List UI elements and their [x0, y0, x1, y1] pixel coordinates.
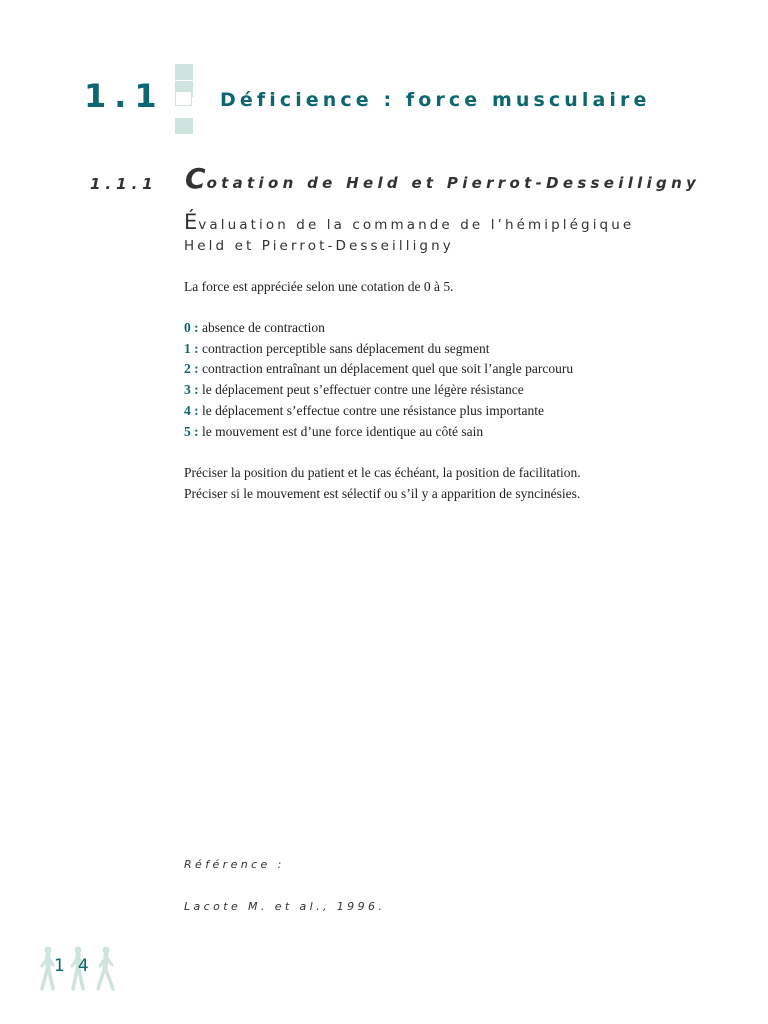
- page-number: 14: [54, 956, 102, 976]
- note-line: Préciser la position du patient et le cas échéant, la position de facilitation.: [184, 465, 581, 480]
- decorative-square: [175, 64, 193, 80]
- scale-level: 1 :: [184, 340, 199, 356]
- scale-item: [184, 380, 573, 401]
- scale-description: contraction entraînant un déplacement quel que soit l’angle parcouru: [202, 361, 574, 377]
- scale-item: [184, 318, 573, 339]
- section-number: 1.1: [84, 77, 165, 115]
- scale-description: contraction perceptible sans déplacement du segment: [202, 340, 490, 356]
- note-line: Préciser si le mouvement est sélectif ou s’il y a apparition de syncinésies.: [184, 485, 581, 501]
- scale-level: 5 :: [184, 423, 199, 439]
- subsection-title: [185, 162, 700, 200]
- scale-item: [184, 359, 573, 380]
- scale-description: le mouvement est d’une force identique au côté sain: [202, 423, 484, 439]
- reference-label: Référence :: [184, 858, 285, 871]
- decorative-square: [175, 118, 193, 134]
- subsection-title-initial: C: [185, 162, 207, 195]
- section-title: Déficience : force musculaire: [220, 89, 651, 111]
- evaluation-line-2: Held et Pierrot-Desseilligny: [184, 238, 454, 254]
- evaluation-line-1-rest: valuation de la commande de l’hémiplégique: [198, 217, 635, 233]
- evaluation-line-1: [184, 212, 634, 236]
- evaluation-initial: É: [184, 210, 199, 234]
- scale-description: le déplacement peut s’effectuer contre une légère résistance: [202, 382, 524, 398]
- scale-level: 3 :: [184, 382, 199, 398]
- scale-list: [184, 318, 573, 442]
- subsection-number: 1.1.1: [90, 175, 158, 193]
- subsection-title-rest: otation de Held et Pierrot-Desseilligny: [206, 174, 701, 192]
- scale-item: [184, 422, 573, 443]
- scale-level: 4 :: [184, 402, 199, 418]
- scale-description: absence de contraction: [202, 320, 325, 335]
- scale-level: 2 :: [184, 361, 199, 377]
- notes: [184, 463, 581, 504]
- intro-text: La force est appréciée selon une cotation de 0 à 5.: [184, 279, 454, 294]
- scale-item: [184, 339, 573, 360]
- reference-text: Lacote M. et al., 1996.: [184, 900, 386, 913]
- decorative-square-outline: [175, 91, 192, 106]
- evaluation-heading: [184, 212, 634, 257]
- scale-item: [184, 401, 573, 422]
- scale-level: 0 :: [184, 320, 199, 335]
- scale-description: le déplacement s’effectue contre une résistance plus importante: [202, 402, 544, 418]
